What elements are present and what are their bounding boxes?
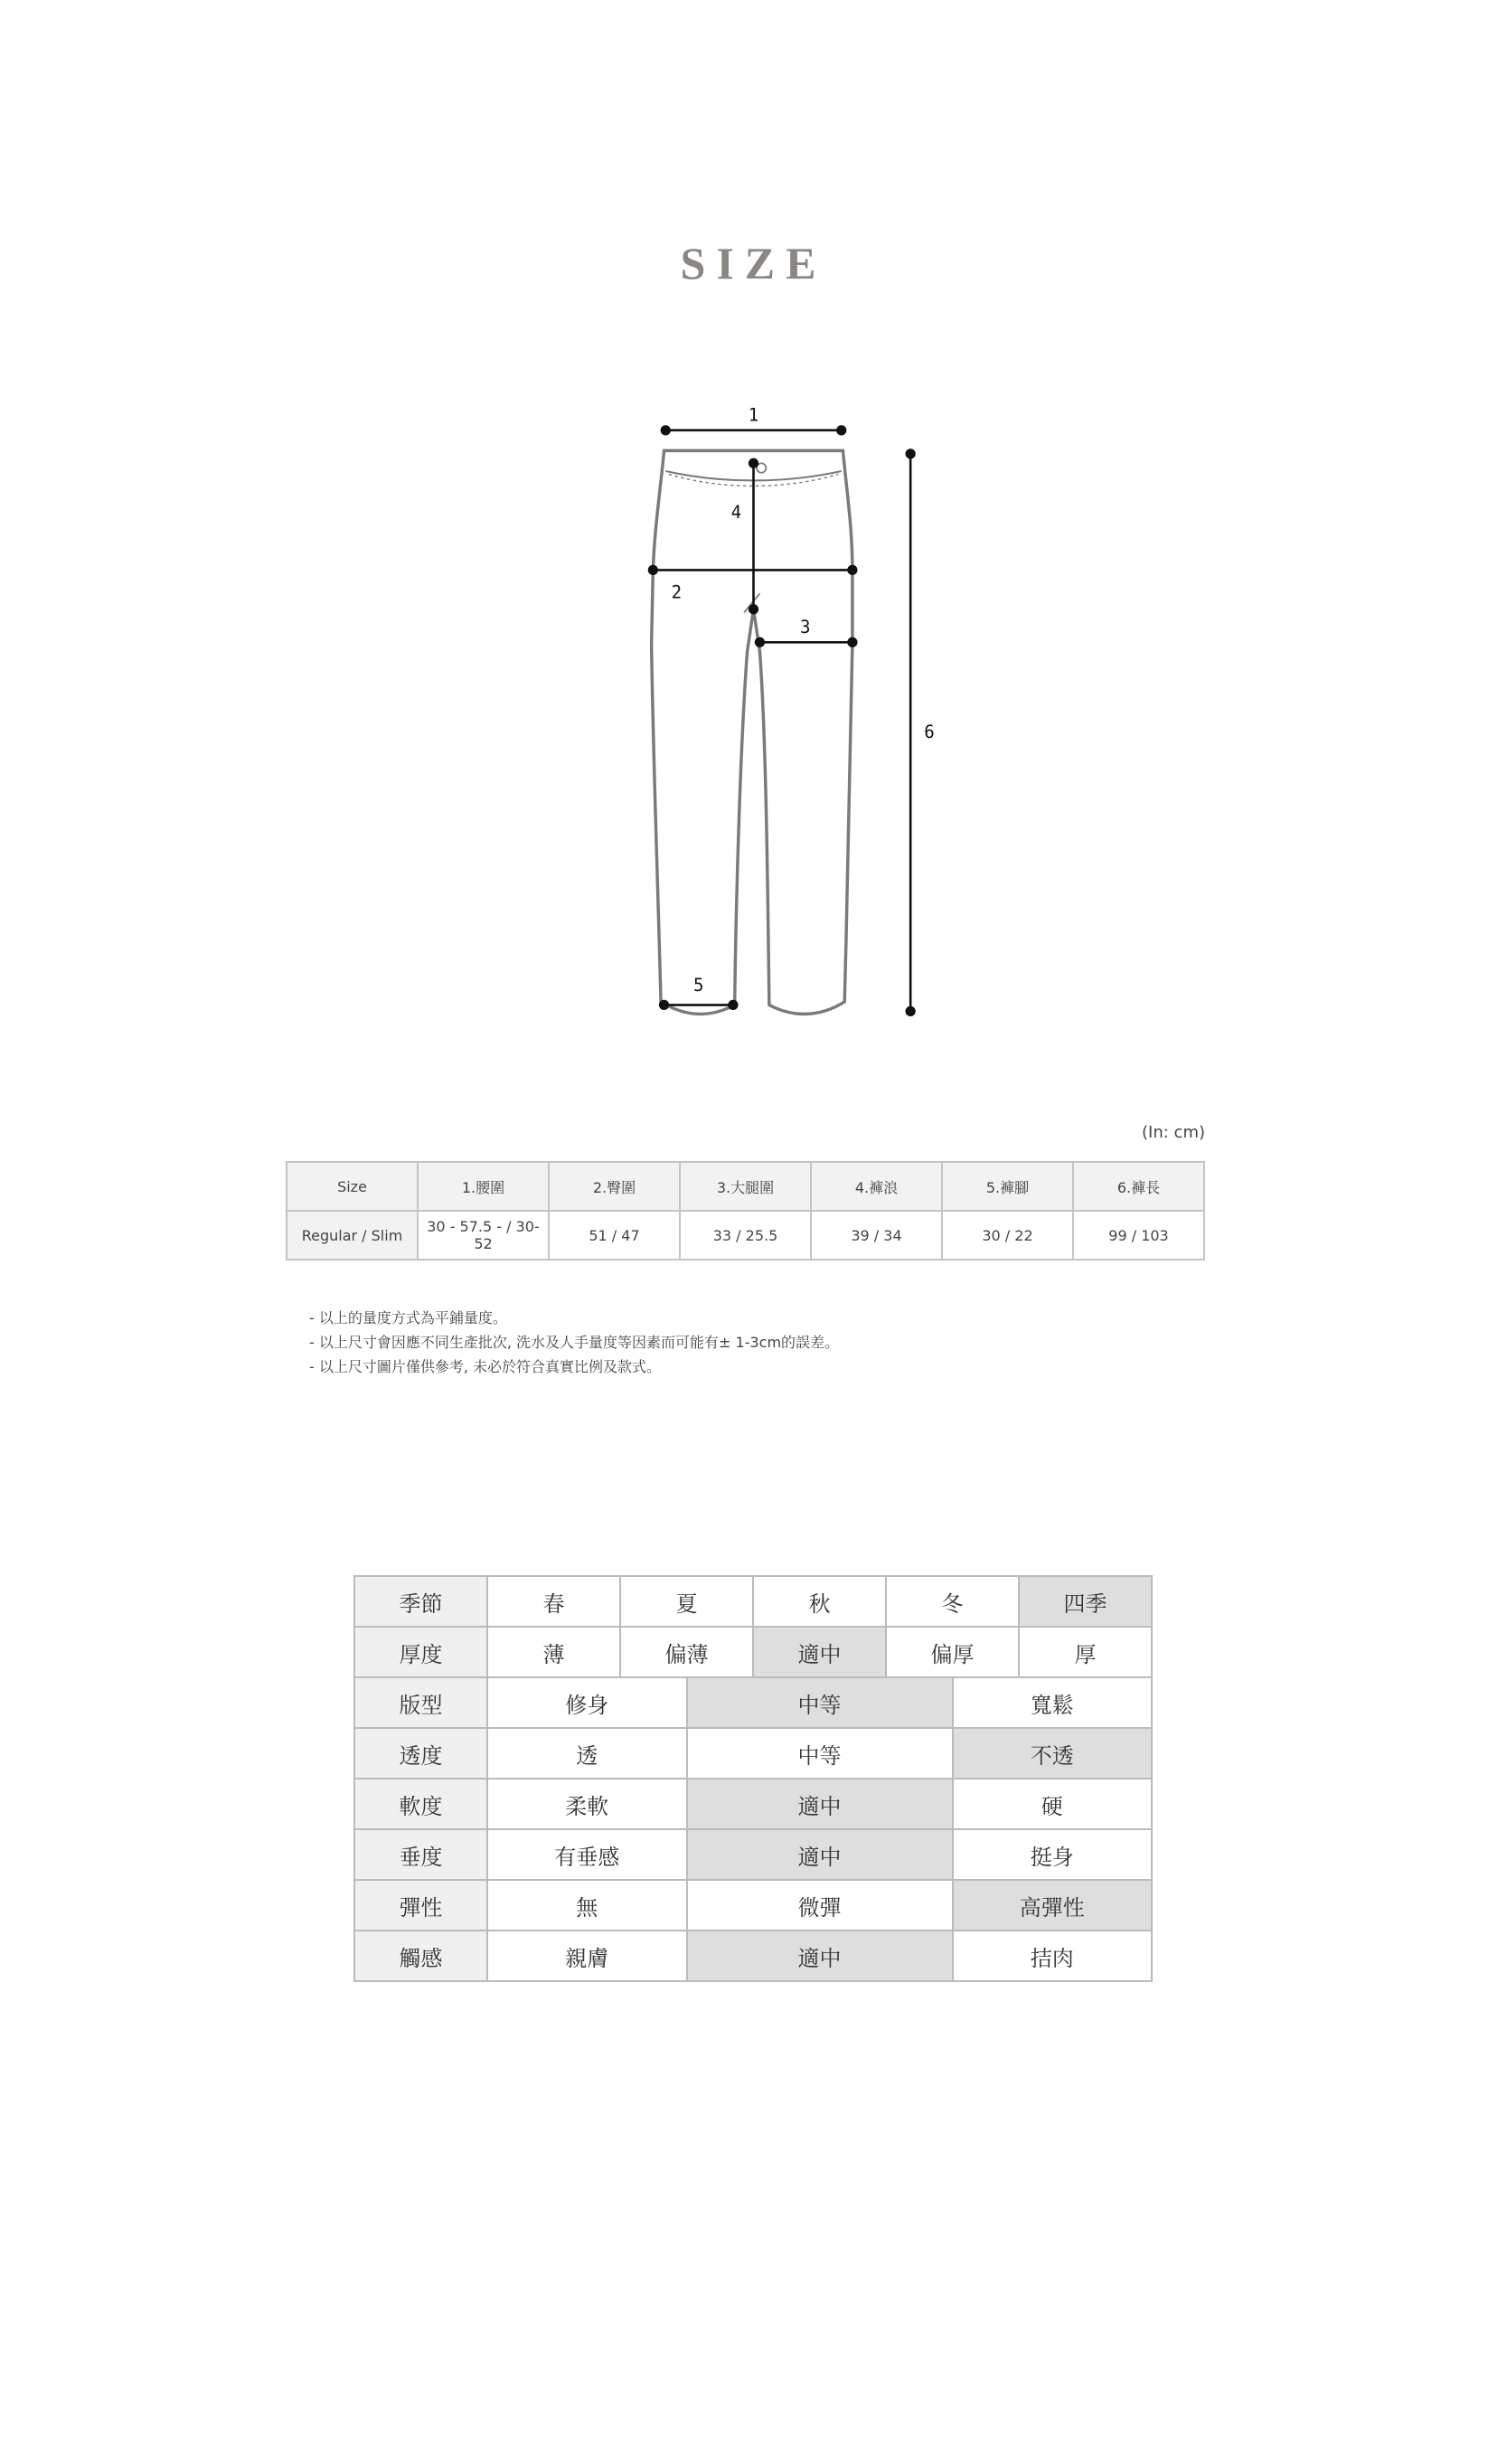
table-cell: 51 / 47 bbox=[549, 1211, 680, 1260]
dimension-label-2: 2 bbox=[671, 581, 683, 603]
fabric-option: 寬鬆 bbox=[954, 1678, 1154, 1729]
size-table-header bbox=[287, 1162, 1204, 1211]
fabric-option: 微彈 bbox=[688, 1881, 954, 1931]
header-cell: 1.腰圍 bbox=[418, 1162, 549, 1211]
page-title: SIZE bbox=[680, 238, 827, 288]
table-cell: 33 / 25.5 bbox=[680, 1211, 811, 1260]
fabric-option-selected: 高彈性 bbox=[954, 1881, 1154, 1931]
fabric-option: 無 bbox=[488, 1881, 688, 1931]
dimension-label-5: 5 bbox=[692, 974, 704, 996]
header-cell: 6.褲長 bbox=[1073, 1162, 1204, 1211]
fabric-option: 有垂感 bbox=[488, 1830, 688, 1881]
fabric-row-label: 厚度 bbox=[355, 1628, 488, 1678]
fabric-row-label: 季節 bbox=[355, 1577, 488, 1628]
header-cell: Size bbox=[287, 1162, 418, 1211]
fabric-option: 親膚 bbox=[488, 1931, 688, 1982]
table-row bbox=[287, 1211, 1204, 1260]
fabric-option: 中等 bbox=[688, 1729, 954, 1780]
fabric-option: 拮肉 bbox=[954, 1931, 1154, 1982]
size-table bbox=[286, 1161, 1205, 1260]
table-cell: 99 / 103 bbox=[1073, 1211, 1204, 1260]
note-line: - 以上尺寸圖片僅供參考, 未必於符合真實比例及款式。 bbox=[309, 1358, 662, 1375]
fabric-option: 修身 bbox=[488, 1678, 688, 1729]
fabric-option: 春 bbox=[488, 1577, 621, 1628]
table-cell: Regular / Slim bbox=[287, 1211, 418, 1260]
dimension-label-6: 6 bbox=[924, 722, 935, 743]
fabric-row-label: 垂度 bbox=[355, 1830, 488, 1881]
fabric-option: 秋 bbox=[754, 1577, 887, 1628]
fabric-option-selected: 適中 bbox=[688, 1830, 954, 1881]
header-cell: 3.大腿圍 bbox=[680, 1162, 811, 1211]
pants-outline bbox=[652, 450, 852, 1014]
header-cell: 5.褲腳 bbox=[942, 1162, 1073, 1211]
header-cell: 2.臀圍 bbox=[549, 1162, 680, 1211]
fabric-option-selected: 不透 bbox=[954, 1729, 1154, 1780]
fabric-properties-table bbox=[353, 1575, 1153, 1982]
table-cell: 30 / 22 bbox=[942, 1211, 1073, 1260]
fabric-option: 冬 bbox=[887, 1577, 1020, 1628]
pants-measurement-diagram bbox=[0, 0, 1507, 1085]
fabric-option: 透 bbox=[488, 1729, 688, 1780]
dimension-lines bbox=[649, 427, 914, 1015]
table-cell: 39 / 34 bbox=[811, 1211, 942, 1260]
header-cell: 4.褲浪 bbox=[811, 1162, 942, 1211]
fabric-option: 厚 bbox=[1020, 1628, 1153, 1678]
fabric-option-selected: 中等 bbox=[688, 1678, 954, 1729]
dimension-label-4: 4 bbox=[730, 502, 742, 524]
dimension-label-1: 1 bbox=[748, 404, 759, 426]
fabric-option-selected: 適中 bbox=[688, 1931, 954, 1982]
fabric-row-label: 觸感 bbox=[355, 1931, 488, 1982]
fabric-option: 偏厚 bbox=[887, 1628, 1020, 1678]
fabric-option: 挺身 bbox=[954, 1830, 1154, 1881]
fabric-option: 硬 bbox=[954, 1780, 1154, 1830]
measurement-notes bbox=[309, 1306, 839, 1379]
fabric-option: 柔軟 bbox=[488, 1780, 688, 1830]
fabric-row-label: 透度 bbox=[355, 1729, 488, 1780]
fabric-option-selected: 四季 bbox=[1020, 1577, 1153, 1628]
table-cell: 30 - 57.5 - / 30-52 bbox=[418, 1211, 549, 1260]
fabric-row-label: 軟度 bbox=[355, 1780, 488, 1830]
fabric-option: 薄 bbox=[488, 1628, 621, 1678]
fabric-option: 夏 bbox=[621, 1577, 754, 1628]
dimension-label-3: 3 bbox=[800, 616, 811, 637]
fabric-option-selected: 適中 bbox=[754, 1628, 887, 1678]
unit-label: (In: cm) bbox=[1142, 1123, 1205, 1142]
note-line: - 以上的量度方式為平鋪量度。 bbox=[309, 1309, 507, 1326]
note-line: - 以上尺寸會因應不同生產批次, 洗水及人手量度等因素而可能有± 1-3cm的誤差。 bbox=[309, 1334, 840, 1351]
fabric-row-label: 彈性 bbox=[355, 1881, 488, 1931]
fabric-option: 偏薄 bbox=[621, 1628, 754, 1678]
fabric-option-selected: 適中 bbox=[688, 1780, 954, 1830]
fabric-row-label: 版型 bbox=[355, 1678, 488, 1729]
